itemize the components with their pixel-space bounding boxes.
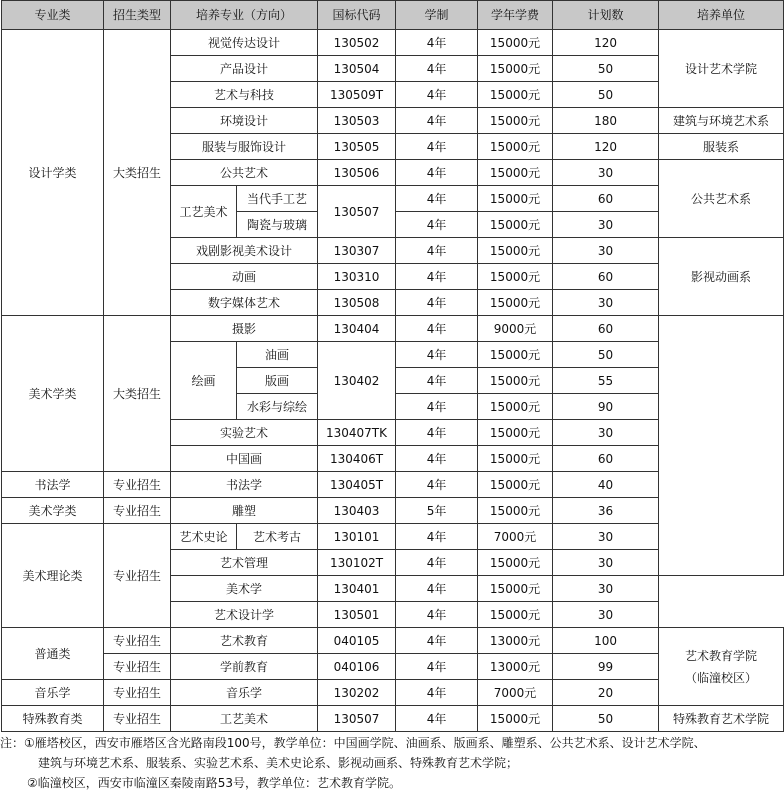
enroll-type-cell: 专业招生 [104,524,171,628]
code-cell: 130504 [318,56,396,82]
plan-cell: 100 [553,628,659,654]
unit-cell: 公共艺术系 [659,160,784,238]
header-unit: 培养单位 [659,1,784,30]
major-group-cell: 工艺美术 [171,186,237,238]
major-cell: 音乐学 [171,680,318,706]
major-cell: 艺术管理 [171,550,318,576]
years-cell: 4年 [396,602,478,628]
table-header-row [2,1,784,30]
years-cell: 4年 [396,264,478,290]
plan-cell: 30 [553,160,659,186]
years-cell: 4年 [396,524,478,550]
category-cell: 特殊教育类 [2,706,104,732]
plan-cell: 50 [553,342,659,368]
major-cell: 艺术与科技 [171,82,318,108]
major-cell: 书法学 [171,472,318,498]
years-cell: 4年 [396,82,478,108]
years-cell: 5年 [396,498,478,524]
code-cell: 130507 [318,706,396,732]
major-cell: 雕塑 [171,498,318,524]
enroll-type-cell: 大类招生 [104,316,171,472]
years-cell: 4年 [396,680,478,706]
header-plan: 计划数 [553,1,659,30]
code-cell: 130506 [318,160,396,186]
code-cell: 130102T [318,550,396,576]
years-cell: 4年 [396,576,478,602]
years-cell: 4年 [396,420,478,446]
enroll-type-cell: 专业招生 [104,472,171,498]
plan-cell: 60 [553,446,659,472]
years-cell: 4年 [396,706,478,732]
plan-cell: 40 [553,472,659,498]
plan-cell: 90 [553,394,659,420]
code-cell: 130505 [318,134,396,160]
header-category: 专业类 [2,1,104,30]
major-cell: 摄影 [171,316,318,342]
major-sub-cell: 艺术考古 [237,524,318,550]
fee-cell: 15000元 [478,160,553,186]
major-sub-cell: 陶瓷与玻璃 [237,212,318,238]
fee-cell: 15000元 [478,550,553,576]
major-cell: 数字媒体艺术 [171,290,318,316]
category-cell: 美术学类 [2,316,104,472]
code-cell: 130406T [318,446,396,472]
code-cell: 130509T [318,82,396,108]
campus-notes [0,733,784,793]
unit-line: 艺术教育学院 [685,648,758,663]
plan-cell: 50 [553,706,659,732]
major-sub-cell: 当代手工艺 [237,186,318,212]
code-cell: 040106 [318,654,396,680]
table-row [2,30,784,56]
fee-cell: 15000元 [478,446,553,472]
years-cell: 4年 [396,290,478,316]
table-row [2,628,784,654]
unit-cell [659,628,784,706]
code-cell: 040105 [318,628,396,654]
years-cell: 4年 [396,368,478,394]
years-cell: 4年 [396,212,478,238]
years-cell: 4年 [396,238,478,264]
plan-cell: 60 [553,186,659,212]
plan-cell: 30 [553,420,659,446]
fee-cell: 15000元 [478,420,553,446]
enroll-type-cell: 专业招生 [104,654,171,680]
major-sub-cell: 油画 [237,342,318,368]
fee-cell: 15000元 [478,576,553,602]
enrollment-plan-table [1,0,784,732]
major-cell: 动画 [171,264,318,290]
years-cell: 4年 [396,394,478,420]
plan-cell: 99 [553,654,659,680]
fee-cell: 13000元 [478,628,553,654]
major-sub-cell: 水彩与综绘 [237,394,318,420]
header-enroll-type: 招生类型 [104,1,171,30]
enroll-type-cell: 专业招生 [104,498,171,524]
years-cell: 4年 [396,186,478,212]
enroll-type-cell: 专业招生 [104,706,171,732]
fee-cell: 7000元 [478,680,553,706]
major-group-cell: 绘画 [171,342,237,420]
major-cell: 戏剧影视美术设计 [171,238,318,264]
major-cell: 工艺美术 [171,706,318,732]
fee-cell: 7000元 [478,524,553,550]
plan-cell: 60 [553,264,659,290]
fee-cell: 15000元 [478,212,553,238]
code-cell: 130503 [318,108,396,134]
plan-cell: 180 [553,108,659,134]
fee-cell: 15000元 [478,56,553,82]
header-major: 培养专业（方向） [171,1,318,30]
enroll-type-cell: 专业招生 [104,680,171,706]
header-years: 学制 [396,1,478,30]
fee-cell: 9000元 [478,316,553,342]
major-cell: 公共艺术 [171,160,318,186]
code-cell: 130401 [318,576,396,602]
code-cell: 130101 [318,524,396,550]
plan-cell: 30 [553,524,659,550]
plan-cell: 120 [553,30,659,56]
enroll-type-cell: 大类招生 [104,30,171,316]
plan-cell: 60 [553,316,659,342]
unit-line: （临潼校区） [685,670,758,685]
plan-cell: 50 [553,82,659,108]
code-cell: 130403 [318,498,396,524]
unit-cell: 设计艺术学院 [659,30,784,108]
category-cell: 美术理论类 [2,524,104,628]
major-cell: 实验艺术 [171,420,318,446]
plan-cell: 30 [553,602,659,628]
fee-cell: 15000元 [478,134,553,160]
header-code: 国标代码 [318,1,396,30]
fee-cell: 15000元 [478,394,553,420]
table-row [2,316,784,342]
plan-cell: 20 [553,680,659,706]
code-cell: 130307 [318,238,396,264]
code-cell: 130507 [318,186,396,238]
major-sub-cell: 版画 [237,368,318,394]
major-cell: 服装与服饰设计 [171,134,318,160]
plan-cell: 30 [553,576,659,602]
plan-cell: 50 [553,56,659,82]
years-cell: 4年 [396,628,478,654]
years-cell: 4年 [396,446,478,472]
major-cell: 视觉传达设计 [171,30,318,56]
plan-cell: 30 [553,550,659,576]
fee-cell: 15000元 [478,290,553,316]
fee-cell: 15000元 [478,472,553,498]
years-cell: 4年 [396,550,478,576]
header-fee: 学年学费 [478,1,553,30]
category-cell: 设计学类 [2,30,104,316]
code-cell: 130501 [318,602,396,628]
fee-cell: 15000元 [478,30,553,56]
plan-cell: 30 [553,212,659,238]
major-cell: 环境设计 [171,108,318,134]
plan-cell: 30 [553,290,659,316]
major-group-cell: 艺术史论 [171,524,237,550]
fee-cell: 15000元 [478,342,553,368]
category-cell: 音乐学 [2,680,104,706]
code-cell: 130310 [318,264,396,290]
category-cell: 书法学 [2,472,104,498]
fee-cell: 15000元 [478,186,553,212]
years-cell: 4年 [396,472,478,498]
years-cell: 4年 [396,30,478,56]
years-cell: 4年 [396,134,478,160]
years-cell: 4年 [396,342,478,368]
fee-cell: 15000元 [478,602,553,628]
code-cell: 130508 [318,290,396,316]
code-cell: 130502 [318,30,396,56]
fee-cell: 15000元 [478,82,553,108]
enroll-type-cell: 专业招生 [104,628,171,654]
note-line-yanta: 注：①雁塔校区，西安市雁塔区含光路南段100号，教学单位：中国画学院、油画系、版画系、雕塑系、公共艺术系、设计艺术学院、 [0,736,706,750]
major-cell: 学前教育 [171,654,318,680]
category-cell: 美术学类 [2,498,104,524]
fee-cell: 13000元 [478,654,553,680]
unit-cell: 服装系 [659,134,784,160]
unit-cell-blank [659,316,784,576]
plan-cell: 30 [553,238,659,264]
years-cell: 4年 [396,654,478,680]
major-cell: 产品设计 [171,56,318,82]
plan-cell: 55 [553,368,659,394]
fee-cell: 15000元 [478,706,553,732]
plan-cell: 36 [553,498,659,524]
major-cell: 艺术设计学 [171,602,318,628]
fee-cell: 15000元 [478,108,553,134]
code-cell: 130404 [318,316,396,342]
years-cell: 4年 [396,56,478,82]
note-line-lintong: ②临潼校区，西安市临潼区秦陵南路53号，教学单位：艺术教育学院。 [27,776,402,790]
code-cell: 130405T [318,472,396,498]
unit-cell: 影视动画系 [659,238,784,316]
note-line-yanta-cont: 建筑与环境艺术系、服装系、实验艺术系、美术史论系、影视动画系、特殊教育艺术学院； [38,756,519,770]
fee-cell: 15000元 [478,498,553,524]
plan-cell: 120 [553,134,659,160]
unit-cell: 特殊教育艺术学院 [659,706,784,732]
major-cell: 艺术教育 [171,628,318,654]
fee-cell: 15000元 [478,238,553,264]
major-cell: 中国画 [171,446,318,472]
fee-cell: 15000元 [478,264,553,290]
table-row [2,706,784,732]
code-cell: 130407TK [318,420,396,446]
years-cell: 4年 [396,108,478,134]
major-cell: 美术学 [171,576,318,602]
code-cell: 130202 [318,680,396,706]
category-cell: 普通类 [2,628,104,680]
years-cell: 4年 [396,160,478,186]
code-cell: 130402 [318,342,396,420]
unit-cell: 建筑与环境艺术系 [659,108,784,134]
years-cell: 4年 [396,316,478,342]
fee-cell: 15000元 [478,368,553,394]
